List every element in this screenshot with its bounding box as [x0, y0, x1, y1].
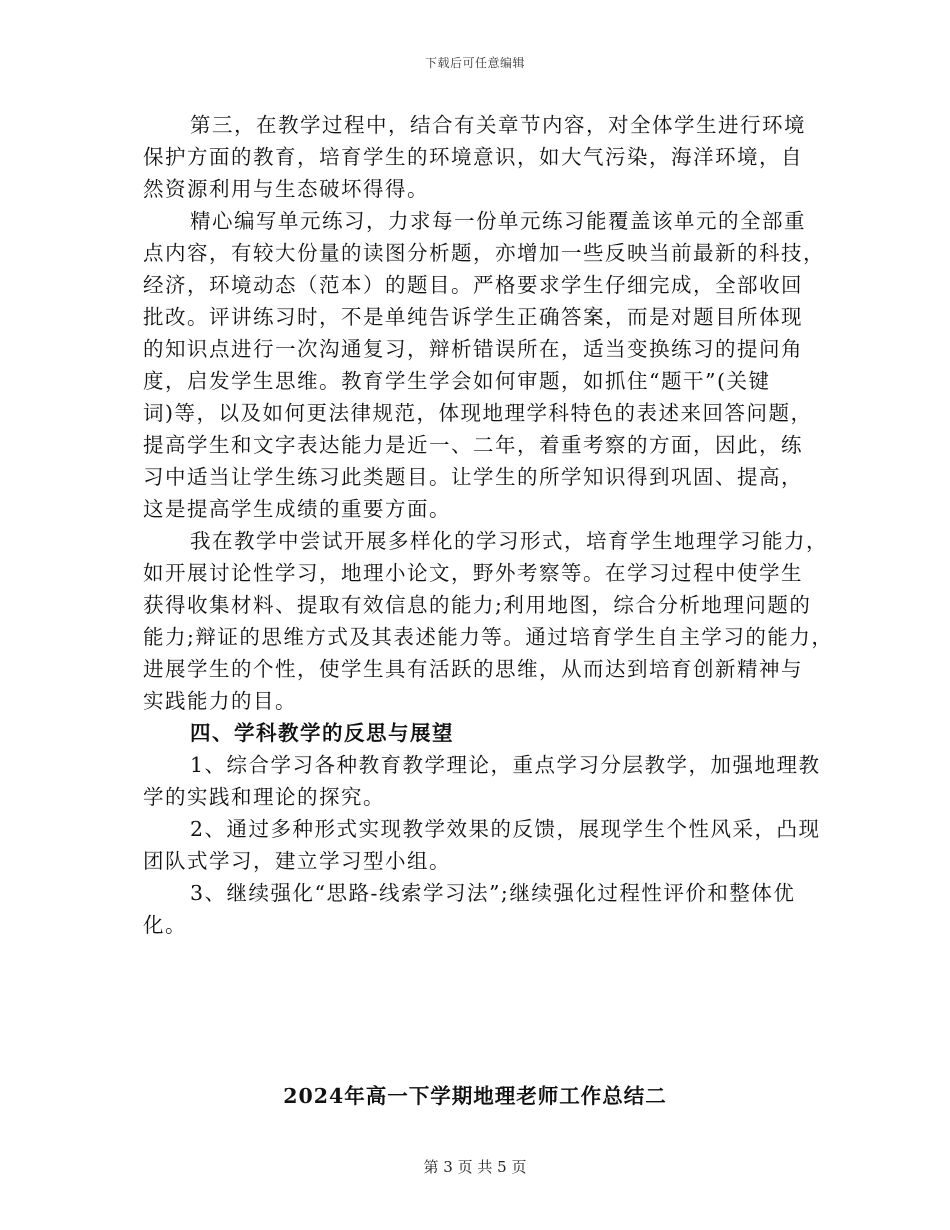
- paragraph-line: 习中适当让学生练习此类题目。让学生的所学知识得到巩固、提高，: [143, 465, 803, 489]
- document-title: 2024年高一下学期地理老师工作总结二: [283, 1084, 667, 1108]
- paragraph-line: 我在教学中尝试开展多样化的学习形式，培育学生地理学习能力，: [190, 529, 828, 553]
- paragraph-line: 点内容，有较大份量的读图分析题，亦增加一些反映当前最新的科技，: [143, 241, 825, 265]
- paragraph-line: 词)等，以及如何更法律规范，体现地理学科特色的表述来回答问题，: [143, 401, 813, 425]
- paragraph-line: 能力;辩证的思维方式及其表述能力等。通过培育学生自主学习的能力，: [143, 625, 834, 649]
- paragraph-line: 经济，环境动态（范本）的题目。严格要求学生仔细完成，全部收回: [143, 273, 803, 297]
- page-header-note: 下载后可任意编辑: [424, 56, 525, 70]
- paragraph-line: 度，启发学生思维。教育学生学会如何审题，如抓住“题干”(关键: [143, 369, 771, 393]
- paragraph-line: 保护方面的教育，培育学生的环境意识，如大气污染，海洋环境，自: [143, 145, 803, 169]
- paragraph-line: 精心编写单元练习，力求每一份单元练习能覆盖该单元的全部重: [190, 209, 806, 233]
- paragraph-line: 的知识点进行一次沟通复习，辩析错误所在，适当变换练习的提问角: [143, 337, 803, 361]
- paragraph-line: 然资源利用与生态破坏得得。: [143, 177, 429, 201]
- paragraph-line: 如开展讨论性学习，地理小论文，野外考察等。在学习过程中使学生: [143, 561, 803, 585]
- paragraph-line: 进展学生的个性，使学生具有活跃的思维，从而达到培育创新精神与: [143, 657, 803, 681]
- paragraph-line: 这是提高学生成绩的重要方面。: [143, 497, 451, 521]
- list-item-line: 化。: [143, 913, 187, 937]
- list-item-line: 1、综合学习各种教育教学理论，重点学习分层教学，加强地理教: [190, 753, 821, 777]
- paragraph-line: 获得收集材料、提取有效信息的能力;利用地图，综合分析地理问题的: [143, 593, 812, 617]
- paragraph-line: 批改。评讲练习时，不是单纯告诉学生正确答案，而是对题目所体现: [143, 305, 803, 329]
- paragraph-line: 提高学生和文字表达能力是近一、二年，着重考察的方面，因此，练: [143, 433, 803, 457]
- section-heading: 四、学科教学的反思与展望: [190, 721, 454, 745]
- list-item-line: 2、通过多种形式实现教学效果的反馈，展现学生个性风采，凸现: [190, 817, 821, 841]
- paragraph-line: 实践能力的目。: [143, 689, 297, 713]
- list-item-line: 团队式学习，建立学习型小组。: [143, 849, 451, 873]
- document-body: [143, 109, 834, 941]
- list-item-line: 学的实践和理论的探究。: [143, 785, 385, 809]
- page-number-footer: 第 3 页 共 5 页: [423, 1158, 527, 1176]
- paragraph-line: 第三，在教学过程中，结合有关章节内容，对全体学生进行环境: [190, 113, 806, 137]
- list-item-line: 3、继续强化“思路-线索学习法”;继续强化过程性评价和整体优: [190, 881, 796, 905]
